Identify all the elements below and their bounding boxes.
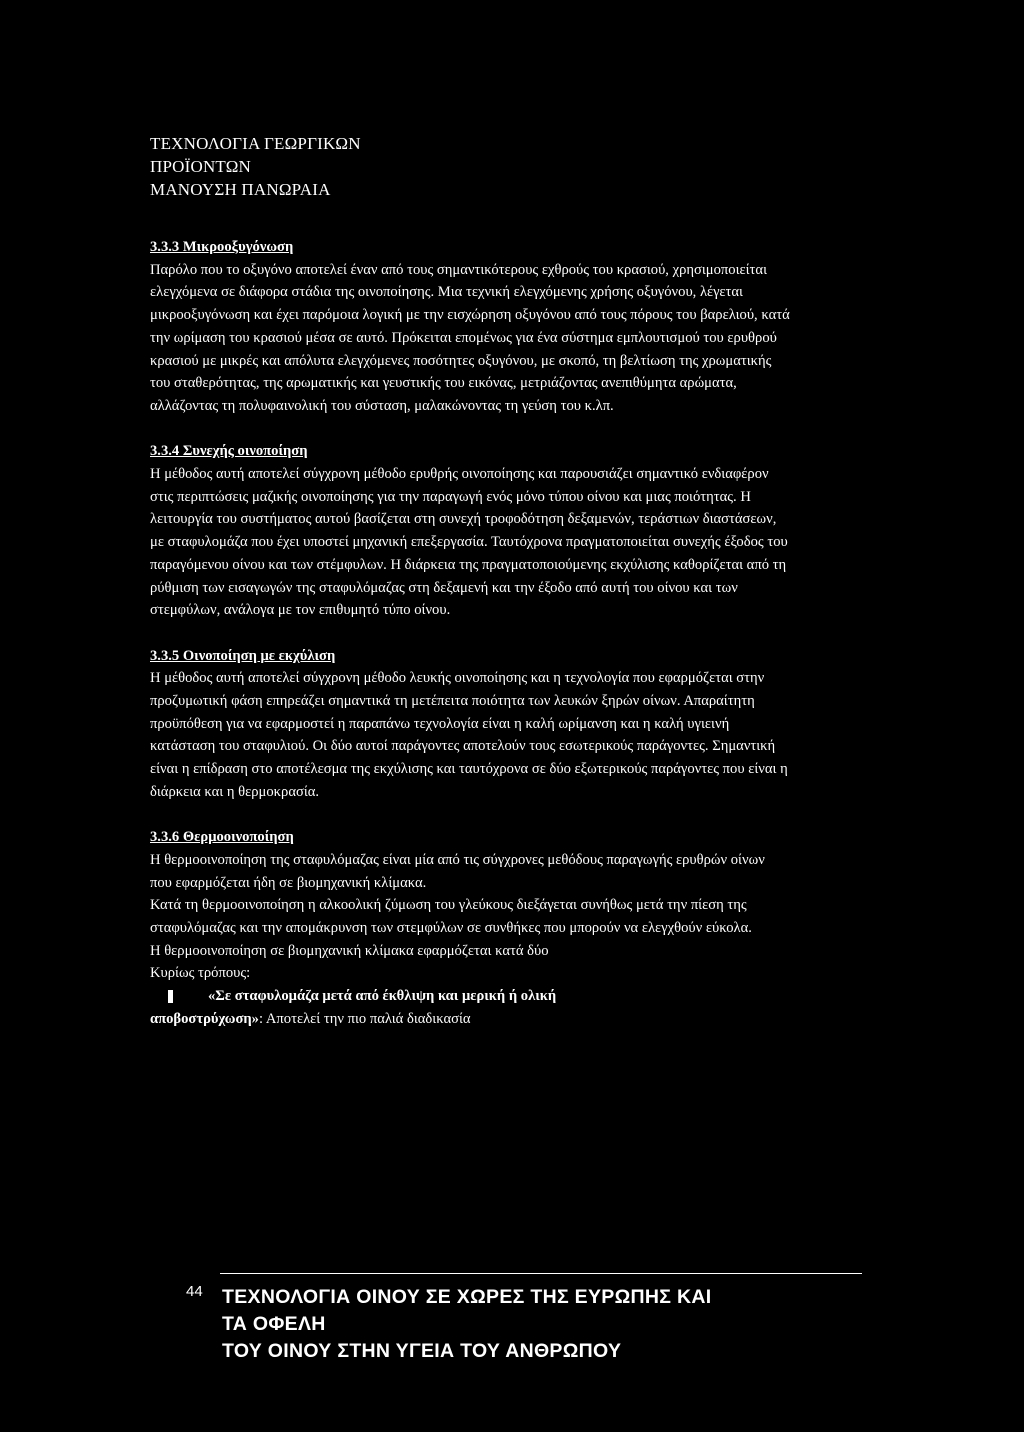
section-paragraph: Κυρίως τρόπους: — [150, 965, 251, 982]
section-thermovinification — [150, 826, 790, 1030]
header-line-products: ΠΡΟΪΟΝΤΩΝ — [150, 157, 252, 176]
bullet-item — [150, 985, 790, 1008]
header-line-course: ΤΕΧΝΟΛΟΓΙΑ ΓΕΩΡΓΙΚΩΝ — [150, 134, 361, 153]
page-number: 44 — [186, 1283, 203, 1300]
document-body — [150, 236, 790, 1053]
footer-title-line: ΤΟΥ ΟΙΝΟΥ ΣΤΗΝ ΥΓΕΙΑ ΤΟΥ ΑΝΘΡΩΠΟΥ — [222, 1340, 622, 1362]
section-paragraph: Παρόλο που το οξυγόνο αποτελεί έναν από τους σημαντικότερους εχθρούς του κρασιού, χρησιμοποιείται ελεγχόμενα σε διάφορα στάδια της οινοποίησης. Μια τεχνική ελεγχόμενης χρήσης οξυγόνου, λέγεται μικροοξυγόνωση και έχει παρόμοια λογική με την εισχώρηση οξυγόνου από τους πόρους του βαρελιού, κατά την ωρίμαση του κρασιού μέσα σε αυτό. Πρόκειται επομένως για ένα σύστημα εμπλουτισμού του ερυθρού κρασιού με μικρές και απόλυτα ελεγχόμενες ποσότητες οξυγόνου, με σκοπό, τη βελτίωση της χρωματικής του σταθερότητας, της αρωματικής και γευστικής του εικόνας, μετριάζοντας ανεπιθύμητα αρώματα, αλλάζοντας τη πολυφαινολική του σύσταση, μαλακώνοντας τη γεύση του κ.λπ. — [150, 261, 790, 414]
bullet-bold-text: «Σε σταφυλομάζα μετά από έκθλιψη και μερική ή ολική — [208, 988, 557, 1005]
section-paragraph: Η μέθοδος αυτή αποτελεί σύγχρονη μέθοδο λευκής οινοποίησης και η τεχνολογία που εφαρμόζεται στην προζυμωτική φάση επηρεάζει σημαντικά τη μετέπειτα ποιότητα των λευκών ξηρών οίνων. Απαραίτητη προϋπόθεση για να εφαρμοστεί η παραπάνω τεχνολογία είναι η καλή ωρίμανση και η καλή υγιεινή κατάσταση του σταφυλιού. Οι δύο αυτοί παράγοντες αποτελούν τους εσωτερικούς παράγοντες. Σημαντική είναι η επίδραση στο αποτέλεσμα της εκχύλισης και ταυτόχρονα σε δύο εξωτερικούς παράγοντες που είναι η διάρκεια και η θερμοκρασία. — [150, 670, 788, 800]
section-heading: 3.3.6 Θερμοοινοποίηση — [150, 829, 294, 846]
bullet-bold-term: αποβοστρύχωση» — [150, 1010, 259, 1027]
section-heading: 3.3.4 Συνεχής οινοποίηση — [150, 443, 308, 460]
footer-divider — [220, 1273, 862, 1274]
section-paragraph: Κατά τη θερμοοινοποίηση η αλκοολική ζύμωση του γλεύκους διεξάγεται συνήθως μετά την πίεση της σταφυλόμαζας και την απομάκρυνση των στεμφύλων σε συνθήκες που μπορούν να ελεγχθούν εύκολα. — [150, 897, 752, 937]
section-paragraph: Η θερμοοινοποίηση σε βιομηχανική κλίμακα εφαρμόζεται κατά δύο — [150, 942, 549, 959]
footer-title-line: ΤΑ ΟΦΕΛΗ — [222, 1313, 326, 1335]
section-continuous-vinification — [150, 440, 790, 622]
bullet-description: : Αποτελεί την πιο παλιά διαδικασία — [258, 1010, 471, 1027]
section-paragraph: Η μέθοδος αυτή αποτελεί σύγχρονη μέθοδο ερυθρής οινοποίησης και παρουσιάζει σημαντικό ενδιαφέρον στις περιπτώσεις μαζικής οινοποίησης για την παραγωγή ενός μόνο τύπου οίνου και μιας ποιότητας. Η λειτουργία του συστήματος αυτού βασίζεται στη συνεχή τροφοδότηση δεξαμενών, τεράστιων διαστάσεων, με σταφυλομάζα που έχει υποστεί μηχανική επεξεργασία. Ταυτόχρονα πραγματοποιείται συνεχής έξοδος του παραγόμενου οίνου και των στέμφυλων. Η διάρκεια της πραγματοποιούμενης εκχύλισης καθορίζεται από τη ρύθμιση των εισαγωγών της σταφυλόμαζας στη δεξαμενή και την έξοδο από αυτή του οίνου και των στεμφύλων, ανάλογα με τον επιθυμητό τύπο οίνου. — [150, 466, 788, 619]
section-heading: 3.3.3 Μικροοξυγόνωση — [150, 239, 294, 255]
header-line-author: ΜΑΝΟΥΣΗ ΠΑΝΩΡΑΙΑ — [150, 180, 331, 199]
section-paragraph: Η θερμοοινοποίηση της σταφυλόμαζας είναι μία από τις σύγχρονες μεθόδους παραγωγής ερυθρών οίνων που εφαρμόζεται ήδη σε βιομηχανική κλίμακα. — [150, 851, 765, 891]
page-header — [150, 132, 361, 201]
footer-title — [222, 1284, 712, 1365]
section-micro-oxygenation — [150, 236, 790, 418]
bullet-continuation — [150, 1008, 790, 1031]
section-extraction-vinification — [150, 645, 790, 804]
footer-title-line: ΤΕΧΝΟΛΟΓΙΑ ΟΙΝΟΥ ΣΕ ΧΩΡΕΣ ΤΗΣ ΕΥΡΩΠΗΣ ΚΑΙ — [222, 1286, 712, 1308]
section-heading: 3.3.5 Οινοποίηση με εκχύλιση — [150, 647, 336, 664]
bullet-marker-icon — [168, 990, 173, 1003]
